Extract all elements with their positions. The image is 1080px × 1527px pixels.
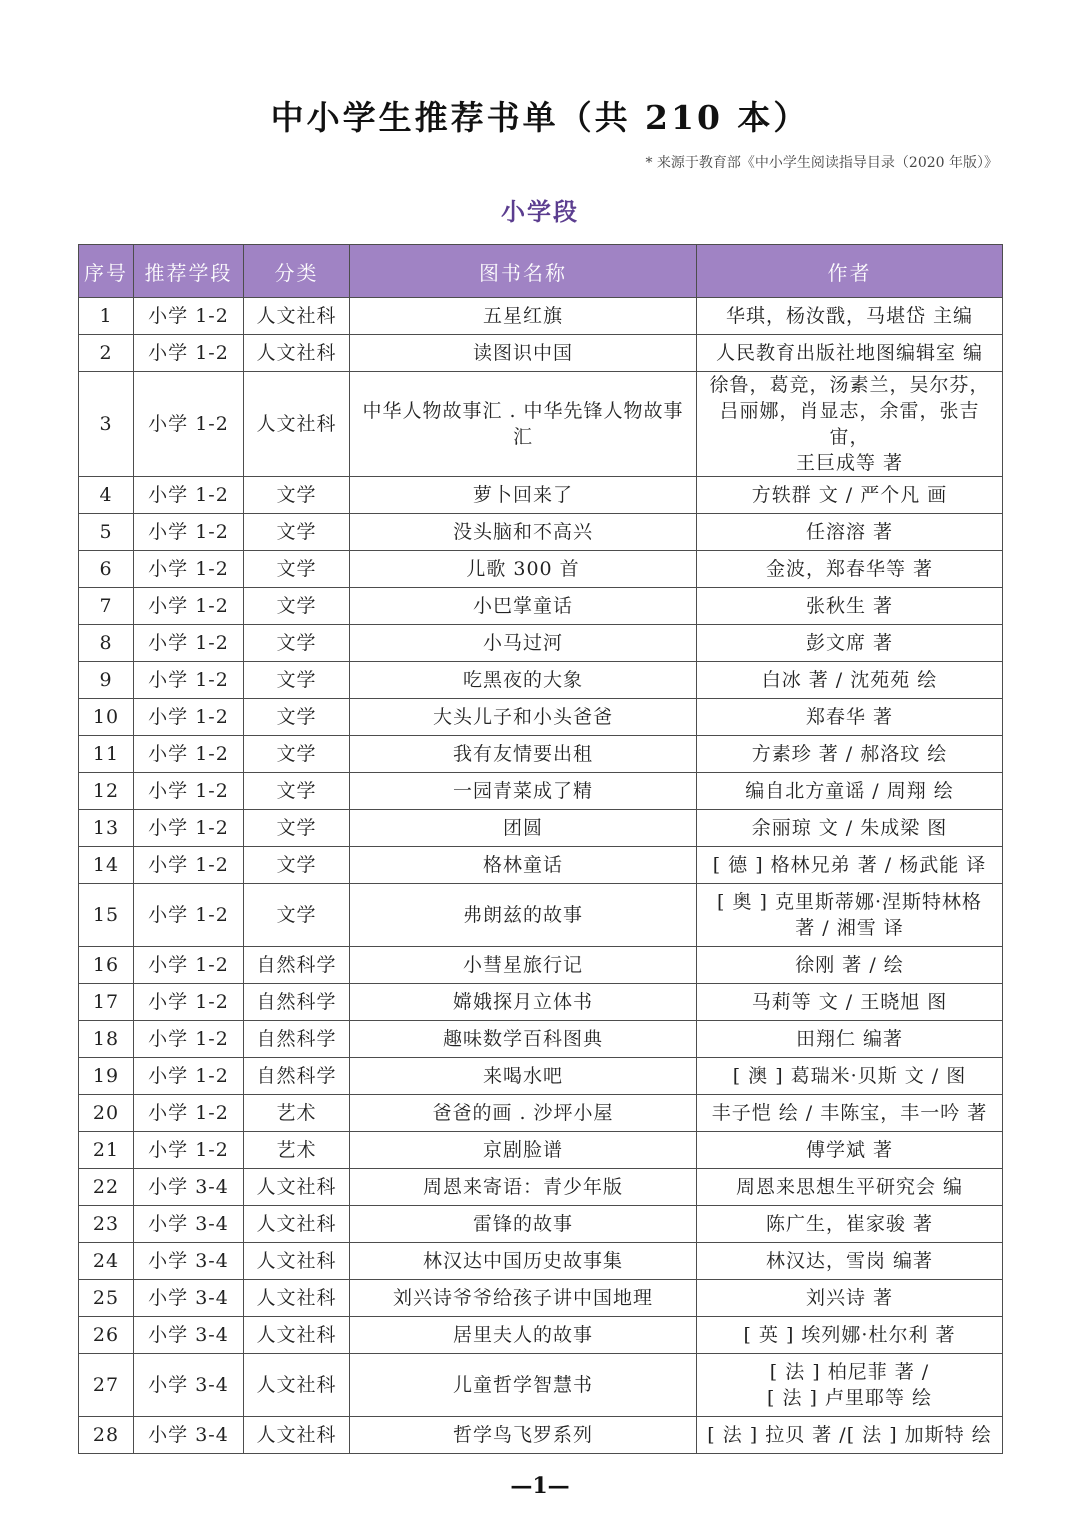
table-row [79, 588, 1003, 625]
table-row [79, 699, 1003, 736]
cell-author: 金波，郑春华等 著 [697, 551, 1003, 588]
table-row [79, 662, 1003, 699]
table-row [79, 1243, 1003, 1280]
cell-no: 19 [79, 1058, 134, 1095]
table-row [79, 1417, 1003, 1454]
cell-no: 23 [79, 1206, 134, 1243]
cell-stage: 小学 3-4 [134, 1206, 244, 1243]
cell-author: 方素珍 著 / 郝洛玟 绘 [697, 736, 1003, 773]
cell-category: 自然科学 [244, 1058, 350, 1095]
table-row [79, 1280, 1003, 1317]
cell-author: 郑春华 著 [697, 699, 1003, 736]
table-row [79, 1058, 1003, 1095]
cell-no: 1 [79, 298, 134, 335]
cell-author: 编自北方童谣 / 周翔 绘 [697, 773, 1003, 810]
table-row [79, 298, 1003, 335]
cell-book: 格林童话 [350, 847, 697, 884]
table-row [79, 947, 1003, 984]
table-row [79, 551, 1003, 588]
cell-author: 丰子恺 绘 / 丰陈宝，丰一吟 著 [697, 1095, 1003, 1132]
cell-no: 17 [79, 984, 134, 1021]
cell-category: 人文社科 [244, 1354, 350, 1417]
cell-category: 人文社科 [244, 1169, 350, 1206]
cell-book: 一园青菜成了精 [350, 773, 697, 810]
cell-no: 3 [79, 372, 134, 477]
section-heading: 小学段 [501, 197, 579, 226]
cell-book: 雷锋的故事 [350, 1206, 697, 1243]
cell-no: 22 [79, 1169, 134, 1206]
cell-no: 7 [79, 588, 134, 625]
cell-category: 自然科学 [244, 984, 350, 1021]
table-row [79, 884, 1003, 947]
cell-no: 25 [79, 1280, 134, 1317]
cell-book: 哲学鸟飞罗系列 [350, 1417, 697, 1454]
cell-stage: 小学 3-4 [134, 1169, 244, 1206]
cell-category: 文学 [244, 625, 350, 662]
cell-book: 大头儿子和小头爸爸 [350, 699, 697, 736]
cell-book: 我有友情要出租 [350, 736, 697, 773]
cell-book: 儿童哲学智慧书 [350, 1354, 697, 1417]
cell-stage: 小学 1-2 [134, 477, 244, 514]
cell-book: 趣味数学百科图典 [350, 1021, 697, 1058]
cell-no: 5 [79, 514, 134, 551]
cell-no: 14 [79, 847, 134, 884]
cell-stage: 小学 1-2 [134, 810, 244, 847]
table-row [79, 773, 1003, 810]
cell-author: 傅学斌 著 [697, 1132, 1003, 1169]
table-row [79, 736, 1003, 773]
cell-stage: 小学 1-2 [134, 773, 244, 810]
cell-author: 周恩来思想生平研究会 编 [697, 1169, 1003, 1206]
cell-category: 文学 [244, 514, 350, 551]
cell-stage: 小学 1-2 [134, 335, 244, 372]
cell-category: 人文社科 [244, 1417, 350, 1454]
cell-no: 28 [79, 1417, 134, 1454]
cell-author: 马莉等 文 / 王晓旭 图 [697, 984, 1003, 1021]
table-row [79, 1206, 1003, 1243]
table-row [79, 1169, 1003, 1206]
cell-author: 田翔仁 编著 [697, 1021, 1003, 1058]
table-row [79, 1095, 1003, 1132]
cell-book: 周恩来寄语：青少年版 [350, 1169, 697, 1206]
table-row [79, 1317, 1003, 1354]
header-book: 图书名称 [350, 245, 697, 298]
cell-category: 自然科学 [244, 1021, 350, 1058]
cell-no: 13 [79, 810, 134, 847]
cell-category: 文学 [244, 773, 350, 810]
cell-book: 刘兴诗爷爷给孩子讲中国地理 [350, 1280, 697, 1317]
cell-category: 文学 [244, 588, 350, 625]
cell-category: 人文社科 [244, 372, 350, 477]
cell-no: 8 [79, 625, 134, 662]
cell-book: 居里夫人的故事 [350, 1317, 697, 1354]
cell-no: 16 [79, 947, 134, 984]
cell-author: 刘兴诗 著 [697, 1280, 1003, 1317]
header-stage: 推荐学段 [134, 245, 244, 298]
cell-author: 白冰 著 / 沈苑苑 绘 [697, 662, 1003, 699]
cell-category: 文学 [244, 884, 350, 947]
table-row [79, 1132, 1003, 1169]
cell-no: 4 [79, 477, 134, 514]
cell-author: 张秋生 著 [697, 588, 1003, 625]
table-row [79, 477, 1003, 514]
cell-category: 自然科学 [244, 947, 350, 984]
header-author: 作者 [697, 245, 1003, 298]
cell-stage: 小学 1-2 [134, 847, 244, 884]
cell-book: 小巴掌童话 [350, 588, 697, 625]
table-row [79, 335, 1003, 372]
cell-category: 人文社科 [244, 298, 350, 335]
cell-no: 12 [79, 773, 134, 810]
cell-stage: 小学 1-2 [134, 736, 244, 773]
cell-book: 小马过河 [350, 625, 697, 662]
cell-no: 27 [79, 1354, 134, 1417]
cell-author: 徐鲁，葛竞，汤素兰，吴尔芬， 吕丽娜，肖显志，余雷，张吉宙， 王巨成等 著 [697, 372, 1003, 477]
cell-stage: 小学 1-2 [134, 372, 244, 477]
cell-category: 文学 [244, 477, 350, 514]
table-row [79, 625, 1003, 662]
cell-author: [ 法 ] 拉贝 著 /[ 法 ] 加斯特 绘 [697, 1417, 1003, 1454]
cell-author: 华琪，杨汝戬，马堪岱 主编 [697, 298, 1003, 335]
cell-no: 18 [79, 1021, 134, 1058]
cell-book: 中华人物故事汇 . 中华先锋人物故事汇 [350, 372, 697, 477]
cell-author: 方轶群 文 / 严个凡 画 [697, 477, 1003, 514]
cell-stage: 小学 1-2 [134, 551, 244, 588]
cell-stage: 小学 3-4 [134, 1317, 244, 1354]
cell-stage: 小学 3-4 [134, 1417, 244, 1454]
cell-book: 嫦娥探月立体书 [350, 984, 697, 1021]
table-row [79, 847, 1003, 884]
cell-stage: 小学 1-2 [134, 1058, 244, 1095]
cell-no: 26 [79, 1317, 134, 1354]
cell-category: 文学 [244, 810, 350, 847]
cell-book: 儿歌 300 首 [350, 551, 697, 588]
cell-no: 20 [79, 1095, 134, 1132]
cell-book: 爸爸的画 . 沙坪小屋 [350, 1095, 697, 1132]
cell-author: 余丽琼 文 / 朱成梁 图 [697, 810, 1003, 847]
cell-category: 人文社科 [244, 1243, 350, 1280]
cell-book: 小彗星旅行记 [350, 947, 697, 984]
cell-category: 艺术 [244, 1132, 350, 1169]
cell-author: [ 澳 ] 葛瑞米·贝斯 文 / 图 [697, 1058, 1003, 1095]
book-table [78, 244, 1003, 1454]
cell-author: [ 奥 ] 克里斯蒂娜·涅斯特林格 著 / 湘雪 译 [697, 884, 1003, 947]
cell-no: 6 [79, 551, 134, 588]
cell-book: 团圆 [350, 810, 697, 847]
cell-stage: 小学 1-2 [134, 1132, 244, 1169]
cell-book: 没头脑和不高兴 [350, 514, 697, 551]
cell-stage: 小学 1-2 [134, 884, 244, 947]
cell-stage: 小学 3-4 [134, 1243, 244, 1280]
cell-stage: 小学 1-2 [134, 588, 244, 625]
cell-stage: 小学 3-4 [134, 1280, 244, 1317]
cell-book: 弗朗兹的故事 [350, 884, 697, 947]
cell-author: 人民教育出版社地图编辑室 编 [697, 335, 1003, 372]
cell-book: 吃黑夜的大象 [350, 662, 697, 699]
cell-category: 人文社科 [244, 1206, 350, 1243]
cell-category: 人文社科 [244, 1280, 350, 1317]
header-no: 序号 [79, 245, 134, 298]
cell-no: 2 [79, 335, 134, 372]
cell-author: [ 英 ] 埃列娜·杜尔利 著 [697, 1317, 1003, 1354]
cell-stage: 小学 1-2 [134, 984, 244, 1021]
cell-author: 徐刚 著 / 绘 [697, 947, 1003, 984]
cell-category: 文学 [244, 662, 350, 699]
cell-category: 人文社科 [244, 335, 350, 372]
cell-author: 林汉达，雪岗 编著 [697, 1243, 1003, 1280]
page-title: 中小学生推荐书单（共 210 本） [270, 98, 810, 137]
cell-no: 15 [79, 884, 134, 947]
cell-category: 文学 [244, 551, 350, 588]
table-row [79, 984, 1003, 1021]
cell-no: 10 [79, 699, 134, 736]
cell-author: 彭文席 著 [697, 625, 1003, 662]
cell-book: 来喝水吧 [350, 1058, 697, 1095]
cell-stage: 小学 3-4 [134, 1354, 244, 1417]
cell-book: 林汉达中国历史故事集 [350, 1243, 697, 1280]
cell-book: 萝卜回来了 [350, 477, 697, 514]
cell-stage: 小学 1-2 [134, 947, 244, 984]
cell-stage: 小学 1-2 [134, 1095, 244, 1132]
cell-author: [ 德 ] 格林兄弟 著 / 杨武能 译 [697, 847, 1003, 884]
cell-no: 24 [79, 1243, 134, 1280]
cell-no: 21 [79, 1132, 134, 1169]
table-row [79, 810, 1003, 847]
cell-no: 9 [79, 662, 134, 699]
cell-book: 京剧脸谱 [350, 1132, 697, 1169]
cell-author: 任溶溶 著 [697, 514, 1003, 551]
source-note: * 来源于教育部《中小学生阅读指导目录（2020 年版）》 [645, 155, 998, 171]
cell-category: 艺术 [244, 1095, 350, 1132]
cell-stage: 小学 1-2 [134, 625, 244, 662]
cell-stage: 小学 1-2 [134, 699, 244, 736]
cell-category: 文学 [244, 736, 350, 773]
table-row [79, 1021, 1003, 1058]
cell-author: [ 法 ] 柏尼菲 著 / [ 法 ] 卢里耶等 绘 [697, 1354, 1003, 1417]
cell-book: 五星红旗 [350, 298, 697, 335]
cell-stage: 小学 1-2 [134, 662, 244, 699]
header-category: 分类 [244, 245, 350, 298]
cell-category: 人文社科 [244, 1317, 350, 1354]
cell-stage: 小学 1-2 [134, 298, 244, 335]
cell-book: 读图识中国 [350, 335, 697, 372]
table-row [79, 372, 1003, 477]
table-row [79, 1354, 1003, 1417]
page-number: —1— [510, 1473, 570, 1499]
cell-category: 文学 [244, 699, 350, 736]
cell-author: 陈广生，崔家骏 著 [697, 1206, 1003, 1243]
table-header-row [79, 245, 1003, 298]
cell-no: 11 [79, 736, 134, 773]
table-row [79, 514, 1003, 551]
cell-category: 文学 [244, 847, 350, 884]
cell-stage: 小学 1-2 [134, 1021, 244, 1058]
cell-stage: 小学 1-2 [134, 514, 244, 551]
